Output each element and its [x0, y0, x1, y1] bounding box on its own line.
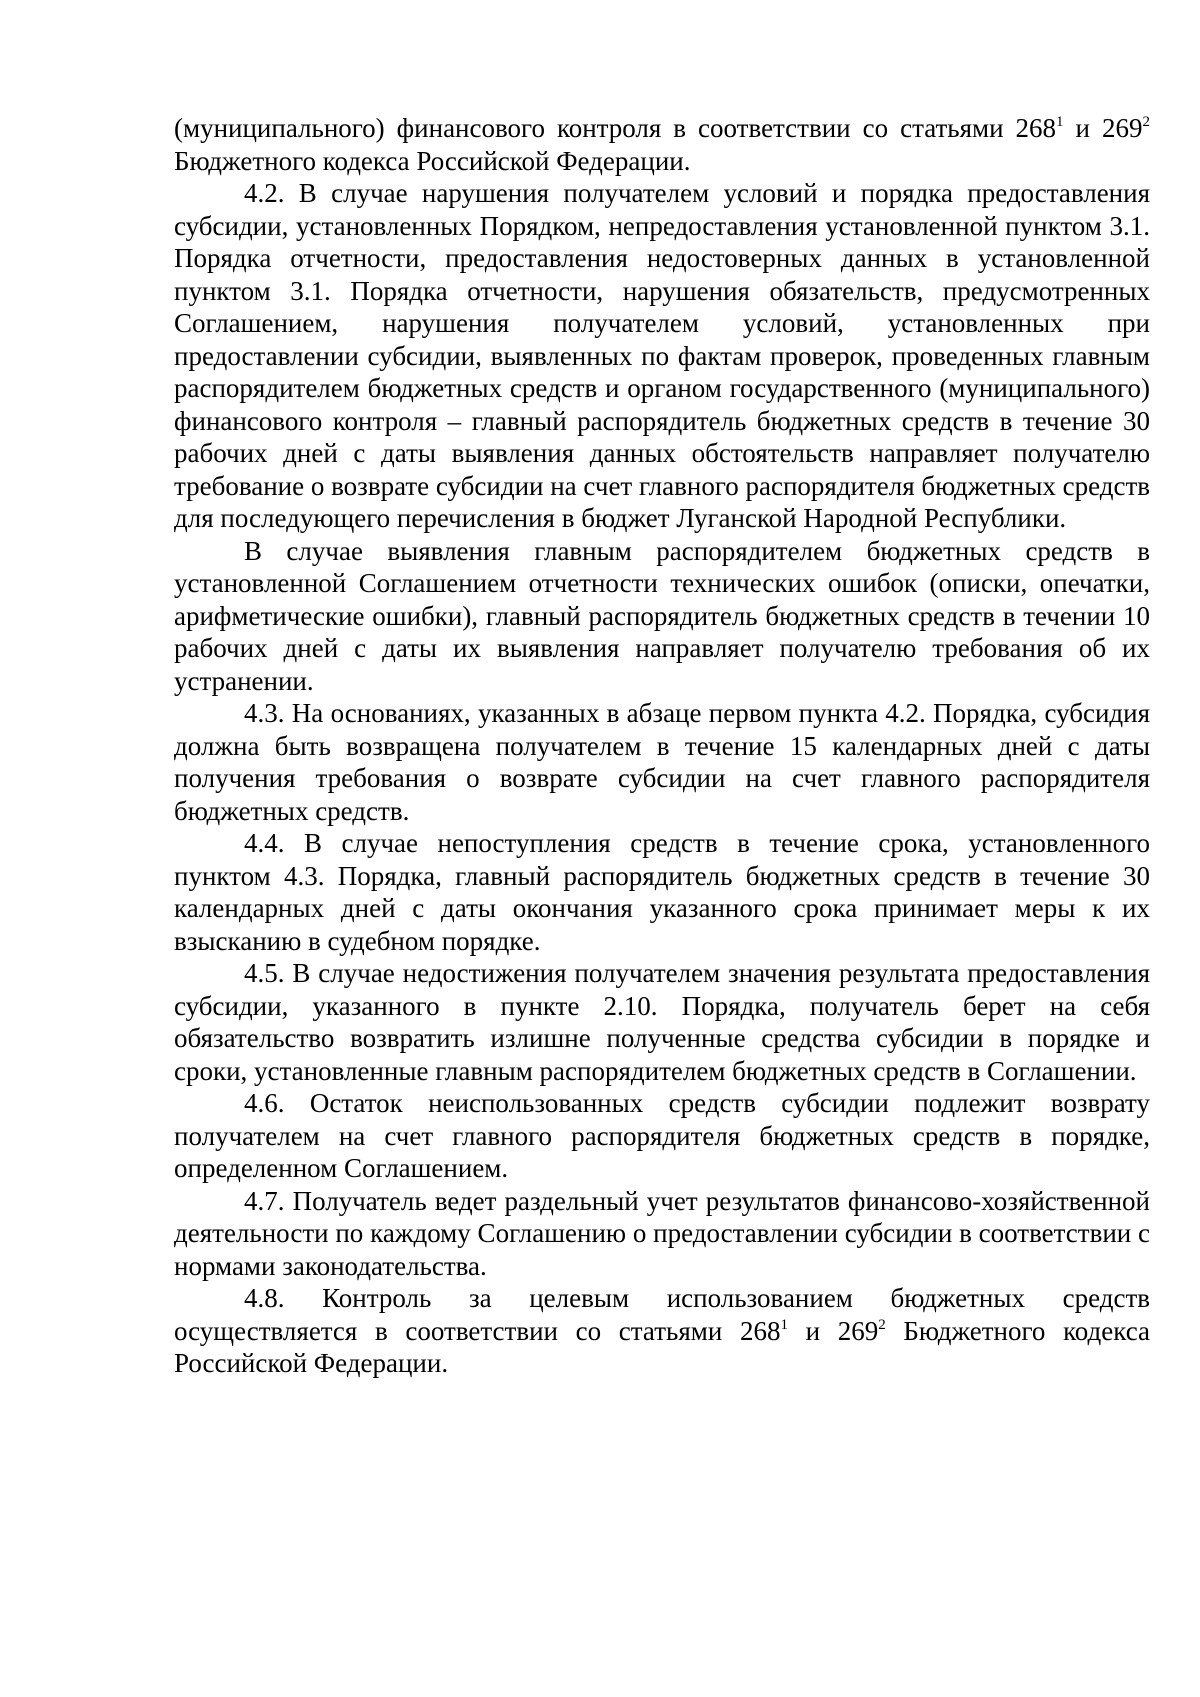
article-superscript: 2 [1142, 114, 1150, 130]
article-superscript: 2 [878, 1316, 886, 1333]
paragraph-text: 4.4. В случае непоступления средств в течение срока, установленного пунктом 4.3. Порядка, главный распорядитель бюджетных средств в течение 30 календарных дней с даты окончания указанного срока принимает меры к их взысканию в судебном порядке. [174, 828, 1150, 956]
paragraph-text: Бюджетного кодекса Российской Федерации. [174, 1315, 1150, 1378]
article-reference [1102, 113, 1150, 143]
article-number: 269 [1102, 113, 1143, 143]
paragraph-text: 4.8. Контроль за целевым использованием бюджетных средств осуществляется в соответствии со статьями [174, 1283, 1150, 1346]
paragraph-text: Бюджетного кодекса Российской Федерации. [174, 145, 691, 176]
article-reference [1016, 113, 1064, 143]
article-superscript: 1 [780, 1316, 788, 1333]
article-number: 268 [739, 1315, 781, 1346]
paragraph-p4-2b [174, 535, 1150, 698]
paragraph-cont [174, 112, 1150, 177]
paragraph-p4-7 [174, 1185, 1150, 1283]
paragraph-text: 4.5. В случае недостижения получателем значения результата предоставления субсидии, указанного в пункте 2.10. Порядка, получатель берет на себя обязательство возвратить излишне полученные средства субсидии в порядке и сроки, установленные главным распорядителем бюджетных средств в Соглашении. [174, 958, 1150, 1086]
article-number: 268 [1015, 113, 1057, 143]
paragraph-p4-5 [174, 957, 1150, 1087]
article-reference [740, 1316, 788, 1346]
paragraph-p4-4 [174, 827, 1150, 957]
paragraph-p4-8 [174, 1282, 1150, 1380]
paragraph-text: и [1063, 113, 1102, 143]
paragraph-text: 4.7. Получатель ведет раздельный учет результатов финансово-хозяйственной деятельности по каждому Соглашению о предоставлении субсидии в соответствии с нормами законодательства. [174, 1185, 1150, 1281]
paragraph-p4-2 [174, 177, 1150, 535]
paragraph-text: 4.2. В случае нарушения получателем условий и порядка предоставления субсидии, установленных Порядком, непредоставления установленной пунктом 3.1. Порядка отчетности, предоставления недостоверных данных в установленной пунктом 3.1. Порядка отчетности, нарушения обязательств, предусмотренных Соглашением, нарушения получателем условий, установленных при предоставлении субсидии, выявленных по фактам проверок, проведенных главным распорядителем бюджетных средств и органом государственного (муниципального) финансового контроля – главный распорядитель бюджетных средств в течение 30 рабочих дней с даты выявления данных обстоятельств направляет получателю требование о возврате субсидии на счет главного распорядителя бюджетных средств для последующего перечисления в бюджет Луганской Народной Республики. [174, 178, 1151, 533]
paragraph-p4-6 [174, 1087, 1150, 1185]
paragraph-text: и [787, 1315, 838, 1346]
article-reference [838, 1316, 886, 1346]
paragraph-text: 4.3. На основаниях, указанных в абзаце первом пункта 4.2. Порядка, субсидия должна быть возвращена получателем в течение 15 календарных дней с даты получения требования о возврате субсидии на счет главного распорядителя бюджетных средств. [174, 698, 1150, 826]
document-page [174, 112, 1150, 1380]
article-number: 269 [837, 1315, 879, 1346]
paragraph-text: (муниципального) финансового контроля в соответствии со статьями [174, 113, 1016, 143]
paragraph-text: В случае выявления главным распорядителем бюджетных средств в установленной Соглашением отчетности технических ошибок (описки, опечатки, арифметические ошибки), главный распорядитель бюджетных средств в течении 10 рабочих дней с даты их выявления направляет получателю требования об их устранении. [174, 535, 1150, 696]
article-superscript: 1 [1056, 114, 1064, 130]
paragraph-text: 4.6. Остаток неиспользованных средств субсидии подлежит возврату получателем на счет главного распорядителя бюджетных средств в порядке, определенном Соглашением. [174, 1088, 1150, 1183]
paragraph-p4-3 [174, 697, 1150, 827]
